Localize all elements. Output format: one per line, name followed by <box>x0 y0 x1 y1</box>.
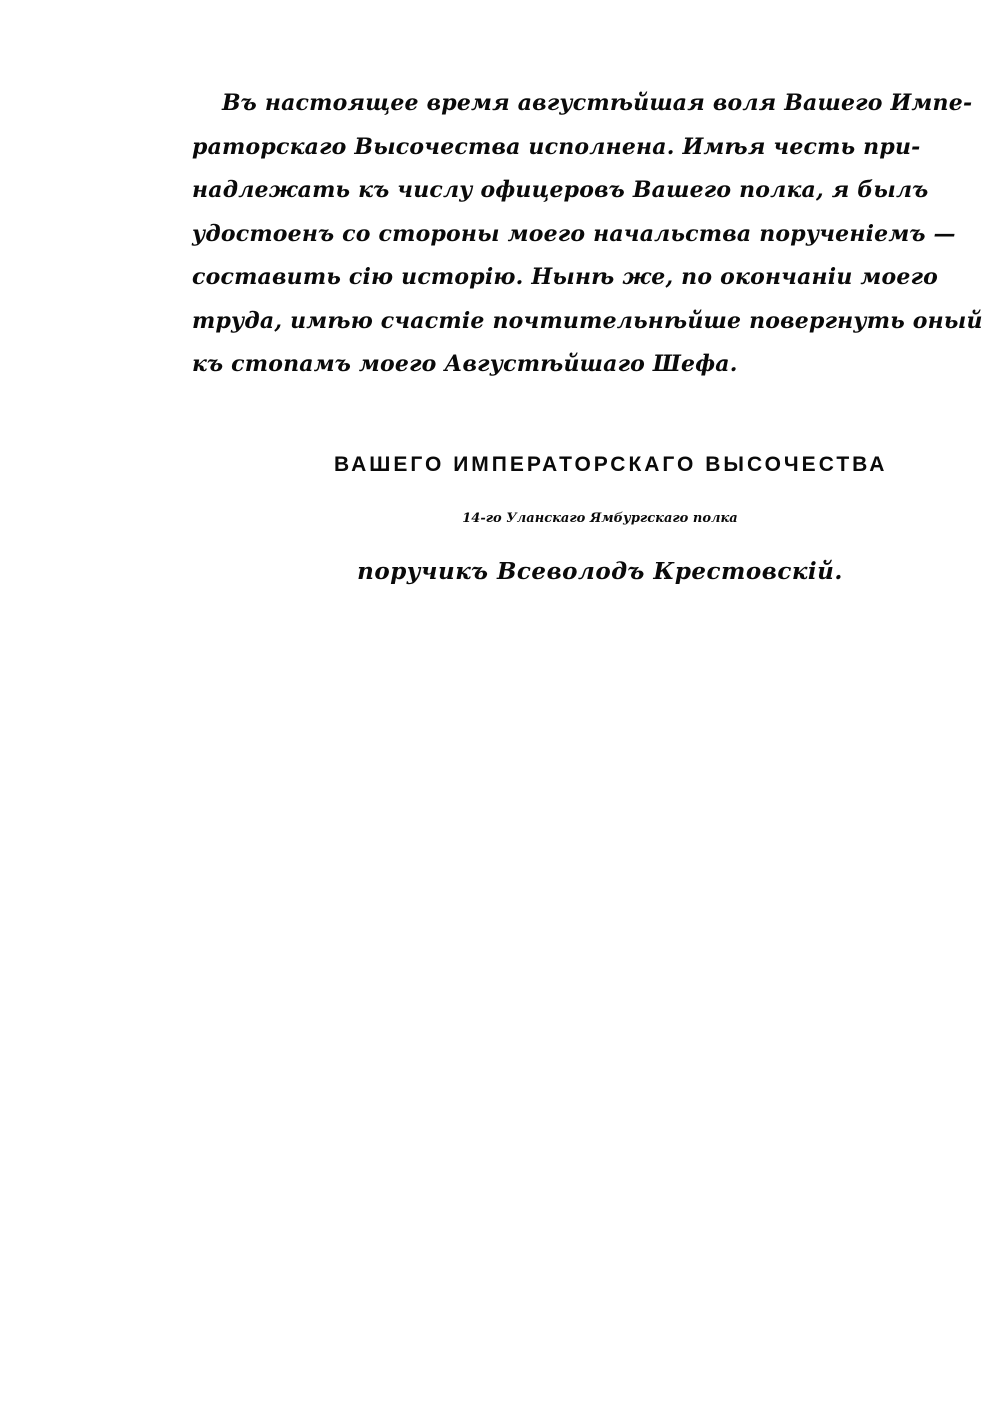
paragraph-line: надлежать къ числу офицеровъ Вашего полка, я былъ <box>192 177 929 203</box>
paragraph-line: труда, имѣю счастіе почтительнѣйше повергнуть оный <box>192 307 983 334</box>
paragraph-line: раторскаго Высочества исполнена. Имѣя честь при- <box>192 133 921 160</box>
closing-heading: ВАШЕГО ИМПЕРАТОРСКАГО ВЫСОЧЕСТВА <box>334 453 888 476</box>
paragraph-line: къ стопамъ моего Августѣйшаго Шефа. <box>192 351 738 377</box>
paragraph-line: удостоенъ со стороны моего начальства порученіемъ — <box>192 220 956 247</box>
dedication-paragraph <box>192 82 983 387</box>
paragraph-line: составить сію исторію. Нынѣ же, по окончаніи моего <box>192 264 939 290</box>
regiment-line: 14-го Уланскаго Ямбургскаго полка <box>462 511 738 526</box>
signature-line: поручикъ Всеволодъ Крестовскій. <box>357 558 843 585</box>
paragraph-line: Въ настоящее время августѣйшая воля Вашего Импе- <box>222 90 973 116</box>
